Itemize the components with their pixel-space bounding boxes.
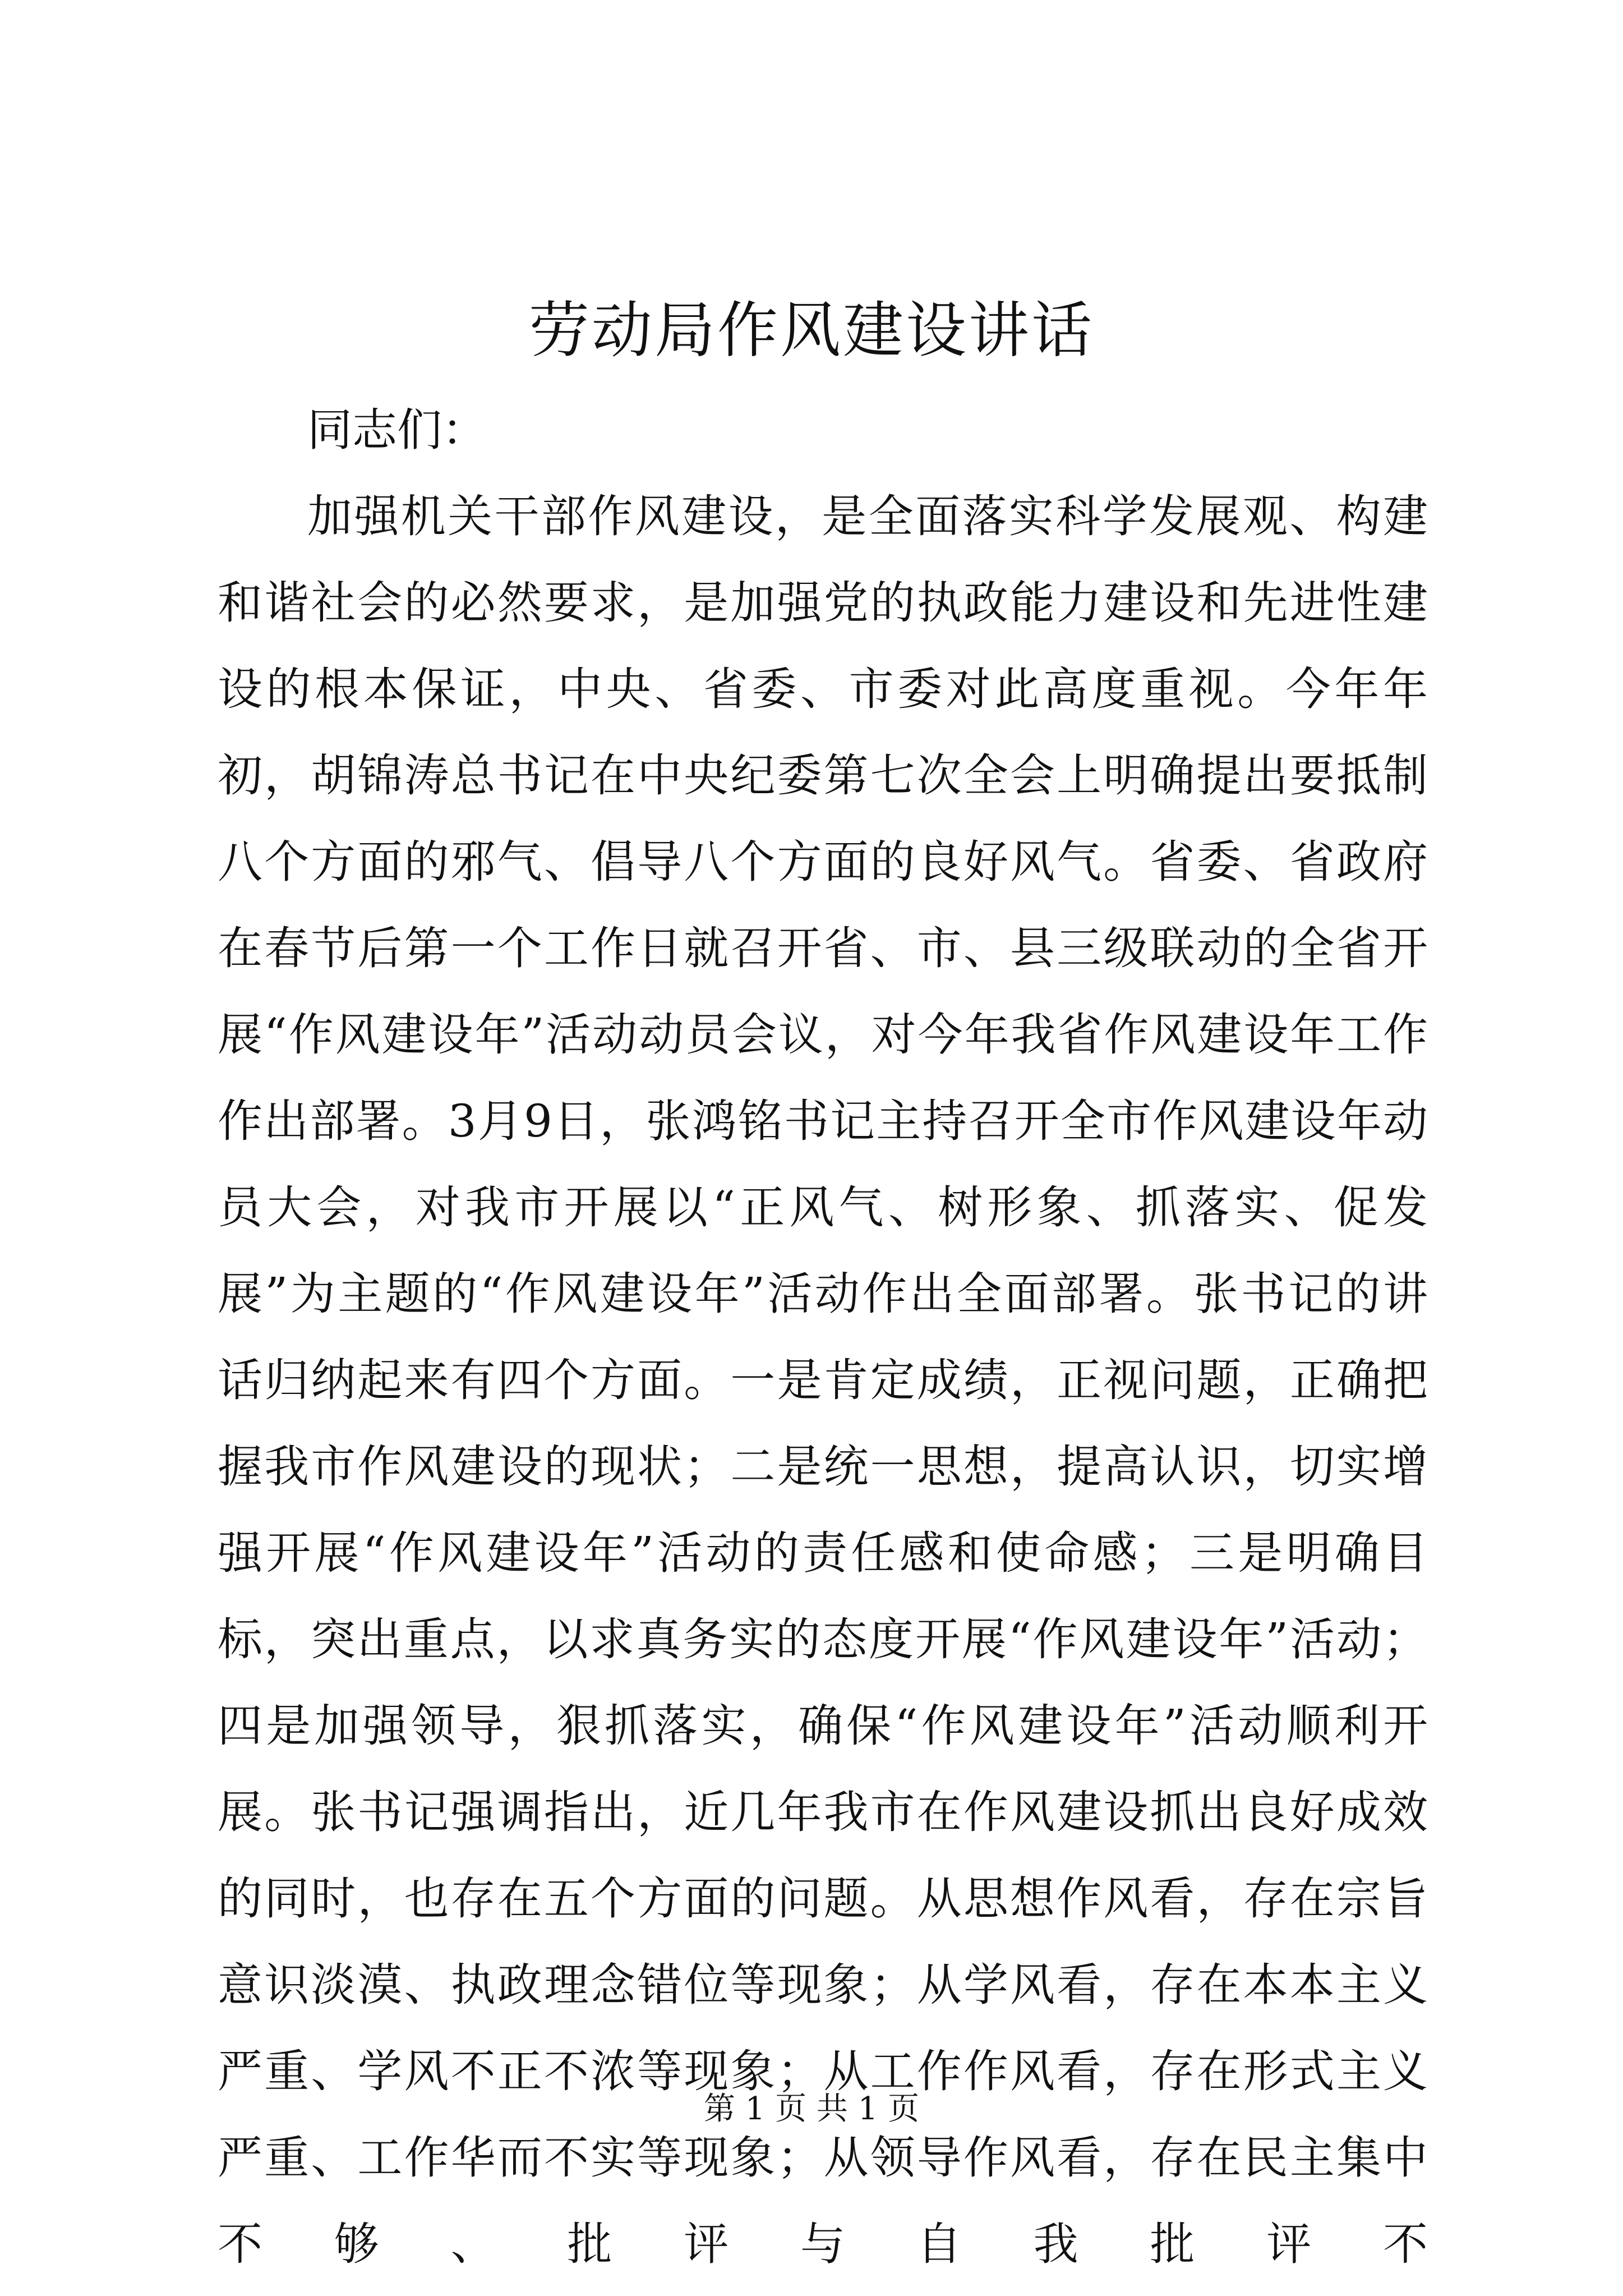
document-body (218, 387, 1429, 2288)
body-paragraph: 加强机关干部作风建设，是全面落实科学发展观、构建和谐社会的必然要求，是加强党的执政能力建设和先进性建设的根本保证，中央、省委、市委对此高度重视。今年年初，胡锦涛总书记在中央纪委第七次全会上明确提出要抵制八个方面的邪气、倡导八个方面的良好风气。省委、省政府在春节后第一个工作日就召开省、市、县三级联动的全省开展“作风建设年”活动动员会议，对今年我省作风建设年工作作出部署。3月9日，张鸿铭书记主持召开全市作风建设年动员大会，对我市开展以“正风气、树形象、抓落实、促发展”为主题的“作风建设年”活动作出全面部署。张书记的讲话归纳起来有四个方面。一是肯定成绩，正视问题，正确把握我市作风建设的现状；二是统一思想，提高认识，切实增强开展“作风建设年”活动的责任感和使命感；三是明确目标，突出重点，以求真务实的态度开展“作风建设年”活动；四是加强领导，狠抓落实，确保“作风建设年”活动顺利开展。张书记强调指出，近几年我市在作风建设抓出良好成效的同时，也存在五个方面的问题。从思想作风看，存在宗旨意识淡漠、执政理念错位等现象；从学风看，存在本本主义严重、学风不正不浓等现象；从工作作风看，存在形式主义严重、工作华而不实等现象；从领导作风看，存在民主集中不够、批评与自我批评不 (218, 490, 1429, 2270)
document-title: 劳动局作风建设讲话 (528, 296, 1094, 366)
page-footer: 第 1 页 共 1 页 (703, 2091, 920, 2127)
salutation: 同志们： (307, 404, 487, 456)
